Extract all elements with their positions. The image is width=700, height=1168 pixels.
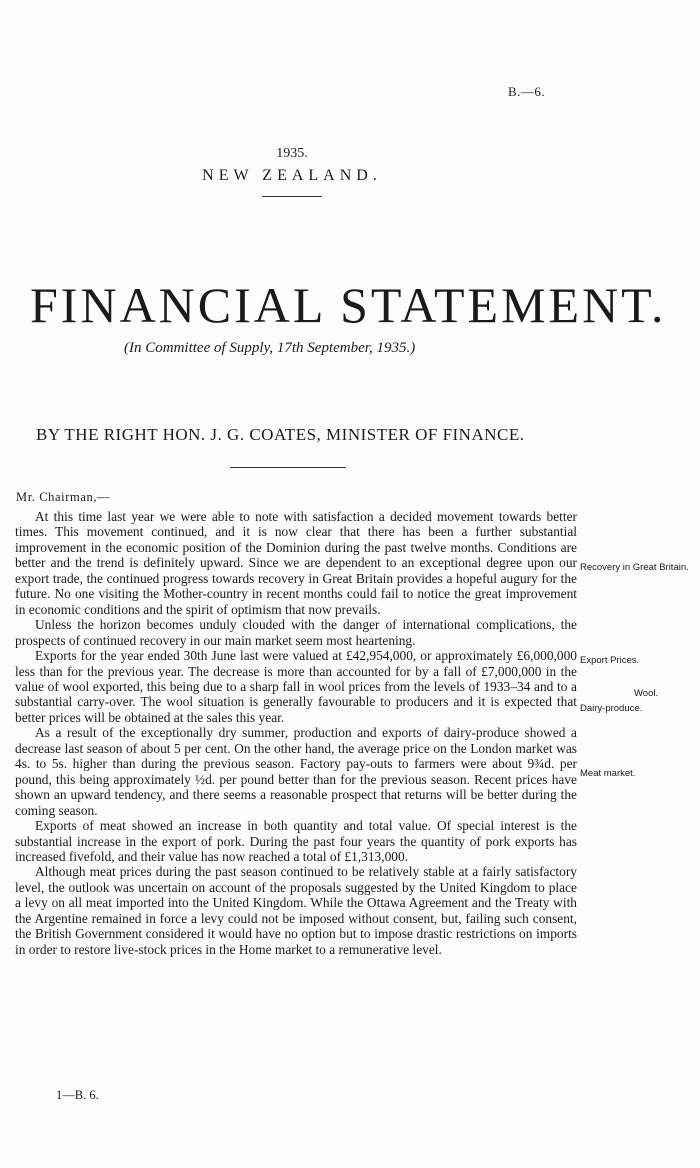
margin-note: Export Prices. <box>580 655 640 666</box>
margin-note: Recovery in Great Britain. <box>580 562 689 573</box>
divider-rule <box>262 196 322 197</box>
paragraph: Although meat prices during the past season continued to be relatively stable at a fairly satisfactory level, the outlook was uncertain on account of the proposals suggested by the United Kingdom to place a levy on all meat imported into the United Kingdom. While the Ottawa Agreement and the Treaty with the Argentine remained in force a levy could not be imposed without consent, but, failing such consent, the British Government considered it would have no option but to impose drastic restrictions on imports in order to restore live-stock prices in the Home market to a remunerative level. <box>15 864 577 957</box>
document-reference: B.—6. <box>508 84 546 99</box>
paragraph: At this time last year we were able to note with satisfaction a decided movement towards better times. This movement continued, and it is now clear that there has been a further substantial improvement in the economic position of the Dominion during the past twelve months. Conditions are better and the trend is definitely upward. Since we are dependent to an exceptional degree upon our export trade, the continued progress towards recovery in Great Britain provides a hopeful augury for the future. No one visiting the Mother-country in recent months could fail to notice the great improvement in economic conditions and the spirit of optimism that now prevails. <box>15 509 577 617</box>
subtitle: (In Committee of Supply, 17th September, 1935.) <box>124 340 416 356</box>
byline: BY THE RIGHT HON. J. G. COATES, MINISTER OF FINANCE. <box>36 425 525 444</box>
year-heading: 1935. <box>276 146 308 161</box>
margin-note: Meat market. <box>580 768 636 779</box>
page-title: FINANCIAL STATEMENT. <box>30 277 667 333</box>
divider-rule <box>230 467 346 468</box>
paragraph: Unless the horizon becomes unduly clouded with the danger of international complications, the prospects of continued recovery in our main market seem most heartening. <box>15 617 577 648</box>
body-text <box>15 509 577 957</box>
page-footer: 1—B. 6. <box>56 1088 99 1102</box>
paragraph: Exports for the year ended 30th June last were valued at £42,954,000, or approximately £6,000,000 less than for the previous year. The decrease is more than accounted for by a fall of £7,000,000 in the value of wool exported, this being due to a sharp fall in wool prices from the levels of 1933–34 and to a substantial carry-over. The wool situation is generally favourable to producers and it is expected that better prices will be obtained at the sales this year. <box>15 648 577 725</box>
country-heading: NEW ZEALAND. <box>202 167 382 184</box>
paragraph: Exports of meat showed an increase in both quantity and total value. Of special interest is the substantial increase in the export of pork. During the past four years the quantity of pork exports has increased fivefold, and their value has now reached a total of £1,313,000. <box>15 818 577 864</box>
margin-note: Dairy-produce. <box>580 703 643 714</box>
margin-note: Wool. <box>634 688 659 699</box>
salutation: Mr. Chairman,— <box>16 490 111 504</box>
paragraph: As a result of the exceptionally dry summer, production and exports of dairy-produce showed a decrease last season of about 5 per cent. On the other hand, the average price on the London market was 4s. to 5s. higher than during the previous season. Factory pay-outs to farmers were about 9¾d. per pound, this being approximately ½d. per pound better than for the previous season. Recent prices have shown an upward tendency, and there seems a reasonable prospect that returns will be better during the coming season. <box>15 725 577 818</box>
